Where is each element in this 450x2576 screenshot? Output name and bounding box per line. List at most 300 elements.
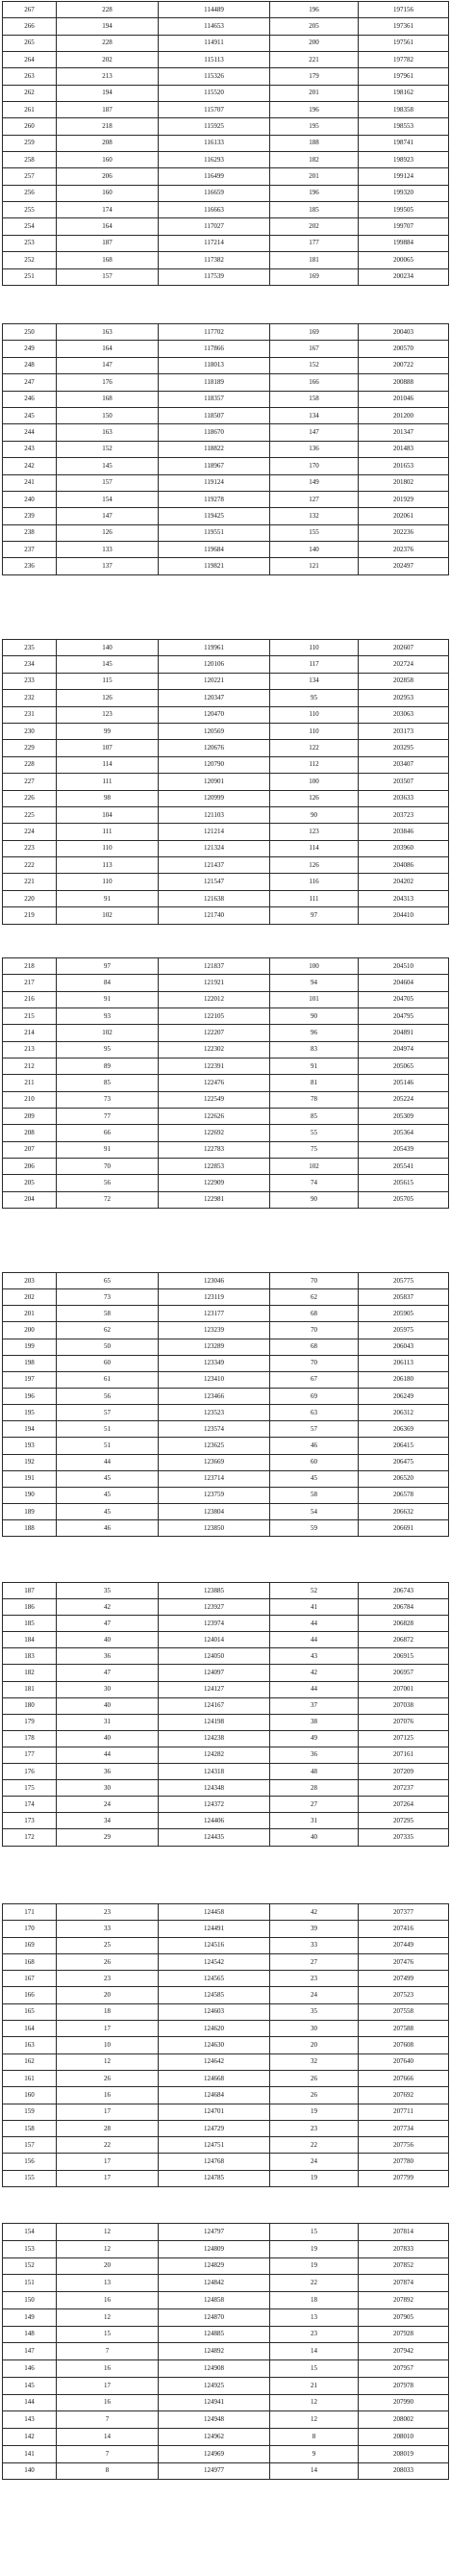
table-row — [3, 474, 449, 491]
table-cell: 124668 — [159, 2070, 270, 2086]
table-cell: 119821 — [159, 558, 270, 574]
table-row — [3, 168, 449, 185]
table-cell: 40 — [270, 1829, 359, 1846]
table-row — [3, 1008, 449, 1025]
table-cell: 134 — [270, 407, 359, 423]
table-cell: 115326 — [159, 68, 270, 85]
table-row — [3, 2053, 449, 2070]
table-row — [3, 2070, 449, 2086]
table-cell: 207588 — [359, 2021, 449, 2037]
table-cell: 122302 — [159, 1041, 270, 1058]
table-cell: 206 — [57, 168, 159, 185]
table-row — [3, 252, 449, 268]
table-row — [3, 1355, 449, 1371]
table-row — [3, 1091, 449, 1108]
table-cell: 203407 — [359, 756, 449, 773]
table-cell: 126 — [270, 857, 359, 874]
table-cell: 205146 — [359, 1075, 449, 1091]
score-table-block — [2, 1903, 449, 2187]
table-cell: 27 — [270, 1797, 359, 1813]
table-cell: 164 — [57, 218, 159, 235]
table-cell: 213 — [57, 68, 159, 85]
table-cell: 176 — [57, 374, 159, 391]
table-cell: 203960 — [359, 840, 449, 856]
table-row — [3, 2224, 449, 2241]
table-cell: 78 — [270, 1091, 359, 1108]
table-cell: 124684 — [159, 2087, 270, 2104]
table-cell: 111 — [270, 890, 359, 906]
table-cell: 36 — [57, 1764, 159, 1780]
table-cell: 199 — [3, 1339, 57, 1355]
table-cell: 169 — [270, 324, 359, 341]
table-cell: 207942 — [359, 2343, 449, 2360]
table-cell: 214 — [3, 1025, 57, 1041]
table-cell: 12 — [270, 2394, 359, 2411]
table-cell: 163 — [3, 2037, 57, 2053]
table-cell: 207161 — [359, 1747, 449, 1763]
table-cell: 124630 — [159, 2037, 270, 2053]
table-cell: 118013 — [159, 357, 270, 373]
table-cell: 204795 — [359, 1008, 449, 1025]
table-cell: 191 — [3, 1470, 57, 1487]
score-table-block — [2, 957, 449, 1209]
table-cell: 122909 — [159, 1175, 270, 1191]
table-cell: 247 — [3, 374, 57, 391]
table-row — [3, 706, 449, 723]
table-cell: 202236 — [359, 524, 449, 541]
table-cell: 232 — [3, 690, 57, 706]
table-row — [3, 1648, 449, 1665]
table-row — [3, 1322, 449, 1339]
table-cell: 206872 — [359, 1632, 449, 1648]
table-cell: 168 — [3, 1953, 57, 1970]
table-cell: 122981 — [159, 1191, 270, 1208]
table-cell: 205775 — [359, 1273, 449, 1289]
table-cell: 118507 — [159, 407, 270, 423]
table-row — [3, 1665, 449, 1681]
table-cell: 200 — [270, 35, 359, 51]
table-cell: 44 — [270, 1616, 359, 1632]
table-cell: 207558 — [359, 2003, 449, 2020]
table-cell: 206828 — [359, 1616, 449, 1632]
table-row — [3, 1987, 449, 2003]
table-cell: 117382 — [159, 252, 270, 268]
table-cell: 167 — [3, 1971, 57, 1987]
table-row — [3, 1058, 449, 1075]
table-cell: 110 — [270, 723, 359, 739]
table-cell: 207711 — [359, 2104, 449, 2120]
table-row — [3, 1904, 449, 1921]
table-cell: 37 — [270, 1697, 359, 1714]
table-row — [3, 218, 449, 235]
table-cell: 118189 — [159, 374, 270, 391]
table-cell: 229 — [3, 740, 57, 756]
table-cell: 218 — [3, 958, 57, 975]
table-row — [3, 1141, 449, 1158]
table-cell: 204604 — [359, 975, 449, 991]
table-cell: 16 — [57, 2087, 159, 2104]
table-row — [3, 2445, 449, 2462]
table-row — [3, 790, 449, 806]
table-row — [3, 2087, 449, 2104]
table-row — [3, 1829, 449, 1846]
table-cell: 56 — [57, 1175, 159, 1191]
table-cell: 124050 — [159, 1648, 270, 1665]
table-cell: 169 — [3, 1937, 57, 1953]
table-cell: 207852 — [359, 2257, 449, 2275]
table-cell: 102 — [57, 907, 159, 924]
table-cell: 207416 — [359, 1921, 449, 1937]
table-row — [3, 2360, 449, 2378]
table-cell: 205 — [3, 1175, 57, 1191]
table-cell: 202724 — [359, 656, 449, 673]
table-cell: 113 — [57, 857, 159, 874]
table-cell: 84 — [57, 975, 159, 991]
table-cell: 199124 — [359, 168, 449, 185]
table-cell: 253 — [3, 235, 57, 251]
table-cell: 207237 — [359, 1780, 449, 1797]
table-cell: 206520 — [359, 1470, 449, 1487]
table-cell: 122549 — [159, 1091, 270, 1108]
table-cell: 161 — [3, 2070, 57, 2086]
table-cell: 240 — [3, 491, 57, 507]
table-cell: 60 — [57, 1355, 159, 1371]
table-cell: 115707 — [159, 102, 270, 118]
table-cell: 206043 — [359, 1339, 449, 1355]
table-cell: 44 — [270, 1681, 359, 1697]
table-cell: 170 — [3, 1921, 57, 1937]
table-cell: 195 — [3, 1405, 57, 1421]
table-cell: 123714 — [159, 1470, 270, 1487]
table-cell: 122476 — [159, 1075, 270, 1091]
table-cell: 166 — [3, 1987, 57, 2003]
table-row — [3, 774, 449, 790]
table-cell: 207734 — [359, 2120, 449, 2136]
table-cell: 205224 — [359, 1091, 449, 1108]
table-cell: 206743 — [359, 1583, 449, 1599]
table-cell: 33 — [57, 1921, 159, 1937]
table-cell: 58 — [270, 1487, 359, 1503]
table-cell: 197782 — [359, 52, 449, 68]
table-cell: 267 — [3, 2, 57, 18]
table-cell: 207892 — [359, 2292, 449, 2309]
table-row — [3, 840, 449, 856]
table-row — [3, 458, 449, 474]
table-cell: 207692 — [359, 2087, 449, 2104]
table-cell: 158 — [3, 2120, 57, 2136]
table-cell: 200403 — [359, 324, 449, 341]
table-cell: 16 — [57, 2360, 159, 2378]
table-row — [3, 52, 449, 68]
table-cell: 18 — [57, 2003, 159, 2020]
table-cell: 110 — [270, 706, 359, 723]
table-cell: 48 — [270, 1764, 359, 1780]
table-cell: 206578 — [359, 1487, 449, 1503]
table-cell: 124941 — [159, 2394, 270, 2411]
table-cell: 200888 — [359, 374, 449, 391]
table-row — [3, 1714, 449, 1730]
table-cell: 93 — [57, 1008, 159, 1025]
table-cell: 237 — [3, 542, 57, 558]
table-cell: 241 — [3, 474, 57, 491]
table-cell: 197561 — [359, 35, 449, 51]
table-cell: 122391 — [159, 1058, 270, 1075]
table-cell: 7 — [57, 2411, 159, 2429]
table-row — [3, 1921, 449, 1937]
table-cell: 200722 — [359, 357, 449, 373]
table-cell: 207 — [3, 1141, 57, 1158]
table-cell: 207001 — [359, 1681, 449, 1697]
table-cell: 157 — [57, 268, 159, 285]
table-cell: 264 — [3, 52, 57, 68]
table-cell: 207335 — [359, 1829, 449, 1846]
table-cell: 73 — [57, 1091, 159, 1108]
table-cell: 212 — [3, 1058, 57, 1075]
table-row — [3, 235, 449, 251]
table-cell: 201 — [3, 1306, 57, 1322]
table-cell: 121740 — [159, 907, 270, 924]
table-cell: 24 — [270, 1987, 359, 2003]
table-cell: 124097 — [159, 1665, 270, 1681]
table-cell: 101 — [270, 991, 359, 1007]
table-cell: 31 — [57, 1714, 159, 1730]
table-cell: 207295 — [359, 1813, 449, 1829]
table-cell: 8 — [57, 2462, 159, 2480]
table-cell: 62 — [57, 1322, 159, 1339]
table-cell: 121638 — [159, 890, 270, 906]
table-cell: 218 — [57, 118, 159, 135]
table-cell: 123574 — [159, 1421, 270, 1438]
table-cell: 206249 — [359, 1388, 449, 1404]
table-cell: 180 — [3, 1697, 57, 1714]
table-cell: 207264 — [359, 1797, 449, 1813]
table-cell: 205705 — [359, 1191, 449, 1208]
table-cell: 91 — [57, 1141, 159, 1158]
table-cell: 148 — [3, 2326, 57, 2343]
table-cell: 184 — [3, 1632, 57, 1648]
table-cell: 99 — [57, 723, 159, 739]
table-cell: 126 — [57, 524, 159, 541]
table-cell: 164 — [3, 2021, 57, 2037]
table-row — [3, 324, 449, 341]
table-row — [3, 18, 449, 35]
table-cell: 123 — [270, 824, 359, 840]
table-cell: 15 — [270, 2224, 359, 2241]
table-cell: 152 — [270, 357, 359, 373]
table-cell: 26 — [57, 2070, 159, 2086]
table-cell: 123523 — [159, 1405, 270, 1421]
table-cell: 51 — [57, 1438, 159, 1454]
table-cell: 123974 — [159, 1616, 270, 1632]
table-row — [3, 1503, 449, 1519]
table-cell: 172 — [3, 1829, 57, 1846]
table-cell: 146 — [3, 2360, 57, 2378]
table-cell: 58 — [57, 1306, 159, 1322]
table-cell: 234 — [3, 656, 57, 673]
table-cell: 202 — [270, 218, 359, 235]
table-row — [3, 1813, 449, 1829]
table-cell: 120901 — [159, 774, 270, 790]
table-row — [3, 1421, 449, 1438]
table-cell: 17 — [57, 2154, 159, 2170]
table-cell: 171 — [3, 1904, 57, 1921]
table-cell: 124491 — [159, 1921, 270, 1937]
table-cell: 120676 — [159, 740, 270, 756]
table-cell: 124318 — [159, 1764, 270, 1780]
table-cell: 124435 — [159, 1829, 270, 1846]
table-cell: 120106 — [159, 656, 270, 673]
table-cell: 121103 — [159, 806, 270, 823]
table-cell: 206369 — [359, 1421, 449, 1438]
table-cell: 120999 — [159, 790, 270, 806]
table-row — [3, 508, 449, 524]
table-cell: 206312 — [359, 1405, 449, 1421]
table-cell: 91 — [57, 991, 159, 1007]
table-row — [3, 491, 449, 507]
table-row — [3, 102, 449, 118]
table-cell: 221 — [3, 874, 57, 890]
table-row — [3, 1730, 449, 1747]
table-cell: 47 — [57, 1665, 159, 1681]
table-cell: 205 — [270, 18, 359, 35]
table-cell: 123759 — [159, 1487, 270, 1503]
table-cell: 225 — [3, 806, 57, 823]
table-cell: 124167 — [159, 1697, 270, 1714]
table-cell: 255 — [3, 202, 57, 218]
table-cell: 204313 — [359, 890, 449, 906]
table-row — [3, 85, 449, 101]
table-cell: 250 — [3, 324, 57, 341]
table-cell: 35 — [57, 1583, 159, 1599]
table-cell: 44 — [270, 1632, 359, 1648]
table-cell: 199505 — [359, 202, 449, 218]
table-cell: 24 — [57, 1797, 159, 1813]
table-cell: 124785 — [159, 2170, 270, 2186]
table-cell: 201 — [270, 168, 359, 185]
table-cell: 114911 — [159, 35, 270, 51]
table-cell: 21 — [270, 2377, 359, 2394]
table-row — [3, 391, 449, 407]
table-cell: 203633 — [359, 790, 449, 806]
table-cell: 65 — [57, 1273, 159, 1289]
table-cell: 18 — [270, 2292, 359, 2309]
table-cell: 207874 — [359, 2275, 449, 2292]
table-cell: 119551 — [159, 524, 270, 541]
table-cell: 123119 — [159, 1289, 270, 1306]
table-cell: 200065 — [359, 252, 449, 268]
table-cell: 123625 — [159, 1438, 270, 1454]
table-cell: 124406 — [159, 1813, 270, 1829]
table-cell: 207905 — [359, 2308, 449, 2326]
table-row — [3, 2154, 449, 2170]
table-cell: 219 — [3, 907, 57, 924]
table-cell: 197361 — [359, 18, 449, 35]
table-cell: 204202 — [359, 874, 449, 890]
table-cell: 121 — [270, 558, 359, 574]
table-cell: 117214 — [159, 235, 270, 251]
table-cell: 81 — [270, 1075, 359, 1091]
table-cell: 202 — [57, 52, 159, 68]
table-cell: 120790 — [159, 756, 270, 773]
table-row — [3, 441, 449, 457]
table-cell: 124701 — [159, 2104, 270, 2120]
table-cell: 194 — [3, 1421, 57, 1438]
table-row — [3, 268, 449, 285]
table-cell: 207799 — [359, 2170, 449, 2186]
table-cell: 110 — [57, 874, 159, 890]
table-cell: 102 — [270, 1159, 359, 1175]
table-cell: 261 — [3, 102, 57, 118]
table-cell: 249 — [3, 341, 57, 357]
table-cell: 204974 — [359, 1041, 449, 1058]
table-row — [3, 1780, 449, 1797]
table-cell: 30 — [270, 2021, 359, 2037]
table-row — [3, 1306, 449, 1322]
table-cell: 124516 — [159, 1937, 270, 1953]
table-row — [3, 118, 449, 135]
table-cell: 20 — [57, 2257, 159, 2275]
table-cell: 227 — [3, 774, 57, 790]
table-cell: 14 — [270, 2462, 359, 2480]
table-cell: 194 — [57, 18, 159, 35]
table-row — [3, 1438, 449, 1454]
table-cell: 91 — [270, 1058, 359, 1075]
table-cell: 137 — [57, 558, 159, 574]
table-cell: 43 — [270, 1648, 359, 1665]
table-cell: 223 — [3, 840, 57, 856]
table-cell: 226 — [3, 790, 57, 806]
table-row — [3, 2429, 449, 2446]
table-cell: 160 — [3, 2087, 57, 2104]
table-cell: 244 — [3, 424, 57, 441]
table-cell: 114489 — [159, 2, 270, 18]
table-cell: 207377 — [359, 1904, 449, 1921]
table-cell: 197961 — [359, 68, 449, 85]
table-cell: 160 — [57, 185, 159, 201]
table-cell: 230 — [3, 723, 57, 739]
table-row — [3, 656, 449, 673]
table-cell: 12 — [57, 2224, 159, 2241]
table-cell: 207076 — [359, 1714, 449, 1730]
table-row — [3, 1289, 449, 1306]
table-cell: 46 — [57, 1520, 159, 1537]
table-cell: 117027 — [159, 218, 270, 235]
table-cell: 124768 — [159, 2154, 270, 2170]
table-cell: 173 — [3, 1813, 57, 1829]
table-cell: 266 — [3, 18, 57, 35]
table-cell: 174 — [57, 202, 159, 218]
table-cell: 25 — [57, 1937, 159, 1953]
table-cell: 123850 — [159, 1520, 270, 1537]
table-cell: 29 — [57, 1829, 159, 1846]
table-cell: 204 — [3, 1191, 57, 1208]
table-cell: 16 — [57, 2394, 159, 2411]
table-cell: 124127 — [159, 1681, 270, 1697]
table-cell: 23 — [57, 1904, 159, 1921]
table-cell: 124809 — [159, 2240, 270, 2257]
table-cell: 115113 — [159, 52, 270, 68]
table-row — [3, 756, 449, 773]
table-row — [3, 185, 449, 201]
table-cell: 208002 — [359, 2411, 449, 2429]
table-cell: 187 — [57, 235, 159, 251]
table-cell: 203 — [3, 1273, 57, 1289]
table-cell: 198 — [3, 1355, 57, 1371]
table-cell: 147 — [57, 508, 159, 524]
table-cell: 124282 — [159, 1747, 270, 1763]
table-cell: 152 — [57, 441, 159, 457]
table-cell: 68 — [270, 1306, 359, 1322]
